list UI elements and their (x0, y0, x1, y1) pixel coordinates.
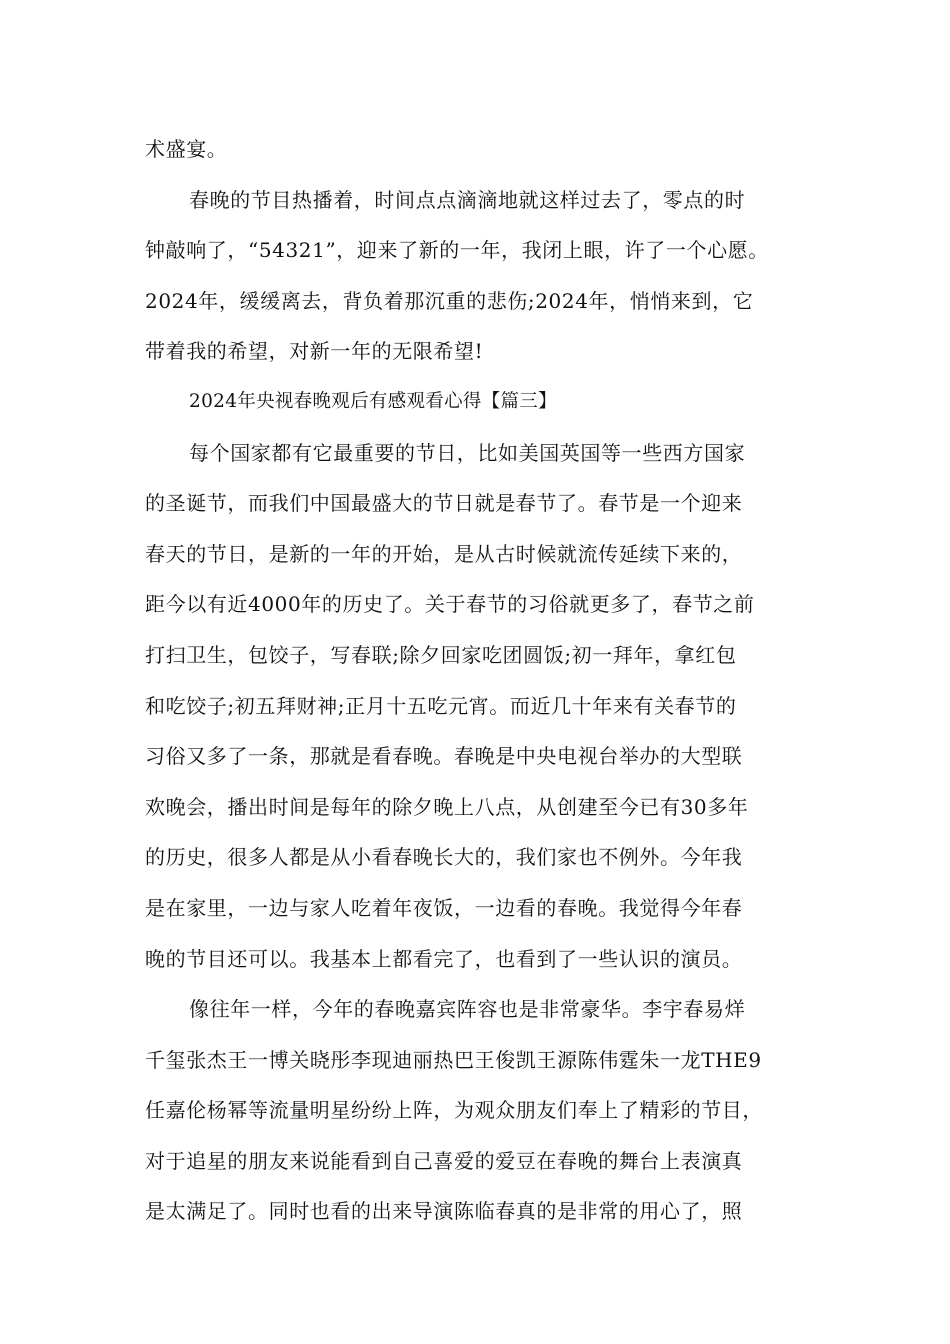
text-line: 任嘉伦杨幂等流量明星纷纷上阵，为观众朋友们奉上了精彩的节目， (145, 1098, 763, 1123)
text-line: 的历史，很多人都是从小看春晚长大的，我们家也不例外。今年我 (145, 845, 743, 870)
text-line: 晚的节目还可以。我基本上都看完了，也看到了一些认识的演员。 (145, 946, 743, 971)
section-heading: 2024年央视春晚观后有感观看心得【篇三】 (189, 390, 557, 412)
text-line: 对于追星的朋友来说能看到自己喜爱的爱豆在春晚的舞台上表演真 (145, 1148, 743, 1173)
text-line: 是在家里，一边与家人吃着年夜饭，一边看的春晚。我觉得今年春 (145, 895, 743, 920)
text-line: 像往年一样，今年的春晚嘉宾阵容也是非常豪华。李宇春易烊 (189, 997, 746, 1022)
text-line: 习俗又多了一条，那就是看春晚。春晚是中央电视台举办的大型联 (145, 744, 743, 769)
text-line: 带着我的希望，对新一年的无限希望! (145, 339, 484, 364)
text-line: 距今以有近4000年的历史了。关于春节的习俗就更多了，春节之前 (145, 592, 755, 617)
text-line: 春天的节日，是新的一年的开始，是从古时候就流传延续下来的， (145, 541, 743, 566)
text-line: 2024年，缓缓离去，背负着那沉重的悲伤;2024年，悄悄来到，它 (145, 288, 754, 313)
text-line: 的圣诞节，而我们中国最盛大的节日就是春节了。春节是一个迎来 (145, 491, 743, 516)
text-line: 钟敲响了，“54321”，迎来了新的一年，我闭上眼，许了一个心愿。 (145, 238, 769, 263)
text-line: 每个国家都有它最重要的节日，比如美国英国等一些西方国家 (189, 440, 746, 465)
body-text (145, 124, 825, 1237)
text-line: 是太满足了。同时也看的出来导演陈临春真的是非常的用心了，照 (145, 1199, 743, 1224)
text-line: 春晚的节目热播着，时间点点滴滴地就这样过去了，零点的时 (189, 187, 746, 212)
text-line: 欢晚会，播出时间是每年的除夕晚上八点，从创建至今已有30多年 (145, 794, 749, 819)
text-line: 千玺张杰王一博关晓彤李现迪丽热巴王俊凯王源陈伟霆朱一龙THE9 (145, 1047, 762, 1072)
text-line: 打扫卫生，包饺子，写春联;除夕回家吃团圆饭;初一拜年，拿红包 (145, 642, 737, 667)
text-line: 术盛宴。 (145, 137, 228, 161)
text-line: 和吃饺子;初五拜财神;正月十五吃元宵。而近几十年来有关春节的 (145, 693, 737, 718)
